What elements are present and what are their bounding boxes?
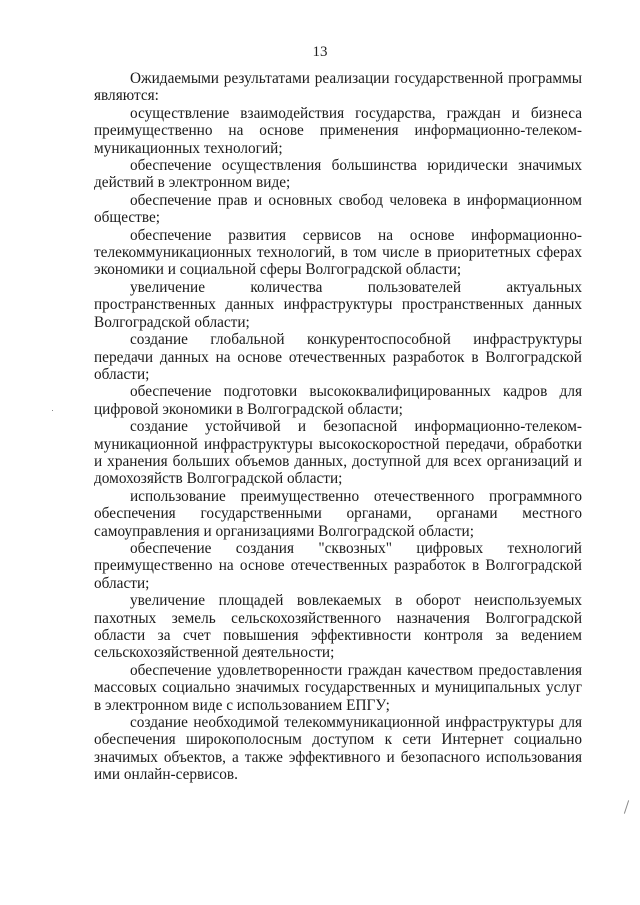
paragraph-intro: Ожидаемыми результатами реализации государственной программы являются:: [94, 70, 582, 105]
paragraph-item: увеличение площадей вовлекаемых в оборот неиспользуемых пахотных земель сельскохозяйственного назначения Волгоградской области за счет повышения эффективности контроля за ведением сельскохозяйственной деятельности;: [94, 592, 582, 662]
paragraph-item: обеспечение подготовки высококвалифицированных кадров для цифровой экономики в Волгоградской области;: [94, 383, 582, 418]
scan-mark: [624, 800, 629, 814]
paragraph-item: создание устойчивой и безопасной информационно-телеком-муникационной инфраструктуры высокоскоростной передачи, обработки и хранения больших объемов данных, доступной для всех организаций и домохозяйств Волгоградской области;: [94, 418, 582, 488]
paragraph-item: обеспечение развития сервисов на основе информационно-телекоммуникационных технологий, в том числе в приоритетных сферах экономики и социальной сферы Волгоградской области;: [94, 226, 582, 279]
paragraph-item: обеспечение прав и основных свобод человека в информационном обществе;: [94, 191, 582, 227]
paragraph-item: обеспечение удовлетворенности граждан качеством предоставления массовых социально значимых государственных и муниципальных услуг в электронном виде с использованием ЕПГУ;: [94, 661, 582, 714]
paragraph-item: создание необходимой телекоммуникационной инфраструктуры для обеспечения широкополосным доступом к сети Интернет социально значимых объектов, а также эффективного и безопасного использования ими онлайн-сервисов.: [94, 714, 582, 784]
paragraph-item: создание глобальной конкурентоспособной инфраструктуры передачи данных на основе отечественных разработок в Волгоградской области;: [94, 331, 582, 383]
paragraph-item: обеспечение создания "сквозных" цифровых технологий преимущественно на основе отечественных разработок в Волгоградской области;: [94, 539, 582, 592]
paragraph-item: увеличение количества пользователей актуальных пространственных данных инфраструктуры пространственных данных Волгоградской области;: [94, 278, 582, 331]
scan-dot: [52, 410, 53, 411]
paragraph-item: осуществление взаимодействия государства, граждан и бизнеса преимущественно на основе применения информационно-телеком-муникационных технологий;: [94, 104, 582, 157]
paragraph-item: обеспечение осуществления большинства юридически значимых действий в электронном виде;: [94, 157, 582, 192]
page-number: 13: [312, 44, 328, 60]
paragraph-item: использование преимущественно отечественного программного обеспечения государственными органами, органами местного самоуправления и организациями Волгоградской области;: [94, 487, 582, 540]
body-text: [94, 70, 582, 784]
